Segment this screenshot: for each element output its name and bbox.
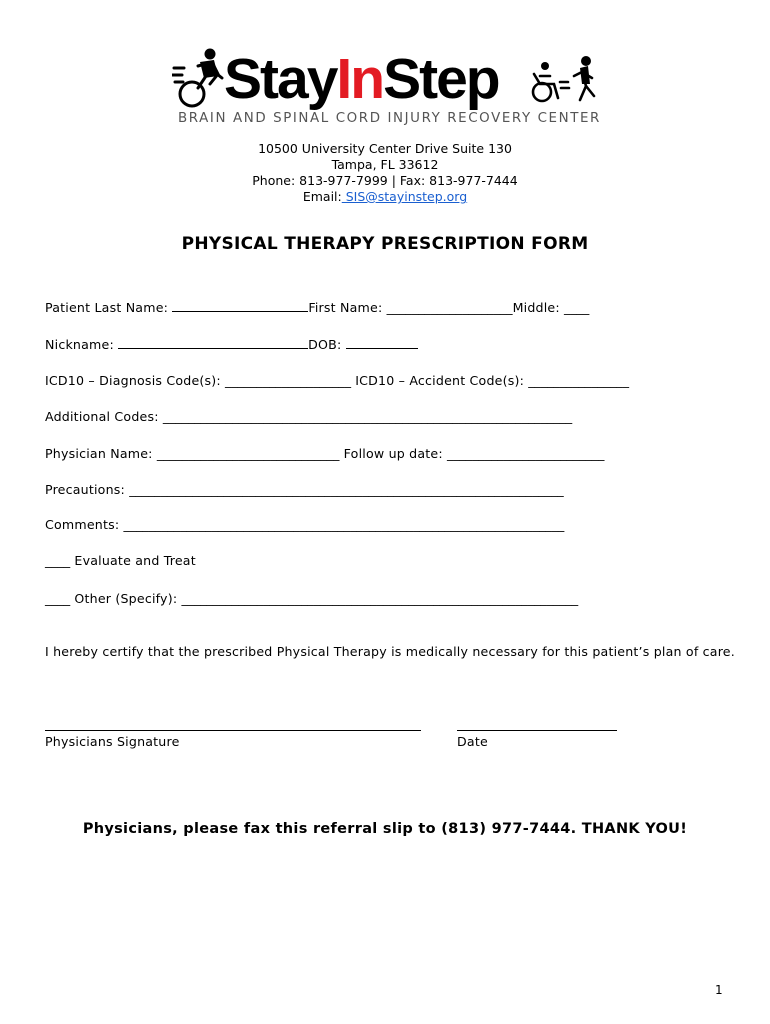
email-line	[0, 189, 770, 205]
patient-last-name-field[interactable]	[172, 299, 308, 312]
precautions-label: Precautions:	[45, 482, 125, 497]
other-specify-label: Other (Specify):	[74, 591, 178, 606]
physician-name-label: Physician Name:	[45, 446, 153, 461]
other-checkbox[interactable]: ____	[45, 591, 71, 606]
address-line-2: Tampa, FL 33612	[331, 157, 439, 172]
certification-text: I hereby certify that the prescribed Physical Therapy is medically necessary for this patient’s plan of care.	[45, 644, 735, 659]
email-label: Email:	[302, 189, 342, 204]
follow-up-date-label: Follow up date:	[343, 446, 443, 461]
signature-label: Physicians Signature	[45, 734, 180, 749]
email-link[interactable]: SIS@stayinstep.org	[341, 189, 468, 204]
fax-instruction: Physicians, please fax this referral slip to (813) 977-7444. THANK YOU!	[82, 821, 688, 837]
physician-row	[45, 445, 604, 463]
logo	[172, 44, 602, 134]
dob-field[interactable]	[346, 336, 418, 349]
other-specify-field[interactable]: _______________________________________________________________	[181, 591, 579, 606]
other-row	[45, 590, 578, 608]
physician-name-field[interactable]: _____________________________	[156, 446, 340, 461]
nickname-field[interactable]	[118, 336, 308, 349]
dob-label: DOB:	[308, 337, 342, 352]
icd10-diagnosis-label: ICD10 – Diagnosis Code(s):	[45, 373, 221, 388]
icd10-row	[45, 372, 629, 390]
additional-codes-label: Additional Codes:	[45, 409, 159, 424]
precautions-field[interactable]: _____________________________________________________________________	[129, 482, 564, 497]
additional-codes-field[interactable]: _________________________________________________________________	[162, 409, 573, 424]
runner-wheelchair-icon	[172, 48, 228, 110]
comments-label: Comments:	[45, 517, 120, 532]
phone-fax-line: Phone: 813-977-7999 | Fax: 813-977-7444	[252, 173, 518, 188]
comments-field[interactable]: ______________________________________________________________________	[123, 517, 565, 532]
precautions-row	[45, 481, 564, 499]
nickname-label: Nickname:	[45, 337, 114, 352]
date-line[interactable]	[457, 730, 617, 731]
evaluate-treat-checkbox[interactable]: ____	[45, 553, 71, 568]
icd10-diagnosis-field[interactable]: ____________________	[225, 373, 351, 388]
logo-subtitle: BRAIN AND SPINAL CORD INJURY RECOVERY CENTER	[178, 111, 601, 126]
page-number: 1	[715, 983, 723, 997]
first-name-label: First Name:	[308, 300, 383, 315]
first-name-field[interactable]: ____________________	[386, 300, 513, 315]
middle-field[interactable]: ____	[564, 300, 590, 315]
icd10-accident-field[interactable]: ________________	[528, 373, 629, 388]
patient-name-row	[45, 299, 589, 317]
wheelchair-to-runner-icon	[530, 52, 602, 110]
date-label: Date	[457, 734, 488, 749]
patient-last-name-label: Patient Last Name:	[45, 300, 169, 315]
address-line-1: 10500 University Center Drive Suite 130	[258, 141, 512, 156]
follow-up-date-field[interactable]: _________________________	[447, 446, 605, 461]
comments-row	[45, 516, 564, 534]
additional-codes-row	[45, 408, 572, 426]
evaluate-treat-row	[45, 552, 196, 570]
middle-label: Middle:	[512, 300, 560, 315]
evaluate-treat-label: Evaluate and Treat	[74, 553, 196, 568]
icd10-accident-label: ICD10 – Accident Code(s):	[355, 373, 525, 388]
signature-line[interactable]	[45, 730, 421, 731]
form-title: PHYSICAL THERAPY PRESCRIPTION FORM	[181, 234, 589, 254]
logo-wordmark: StayInStep	[224, 47, 499, 111]
nickname-row	[45, 336, 418, 354]
